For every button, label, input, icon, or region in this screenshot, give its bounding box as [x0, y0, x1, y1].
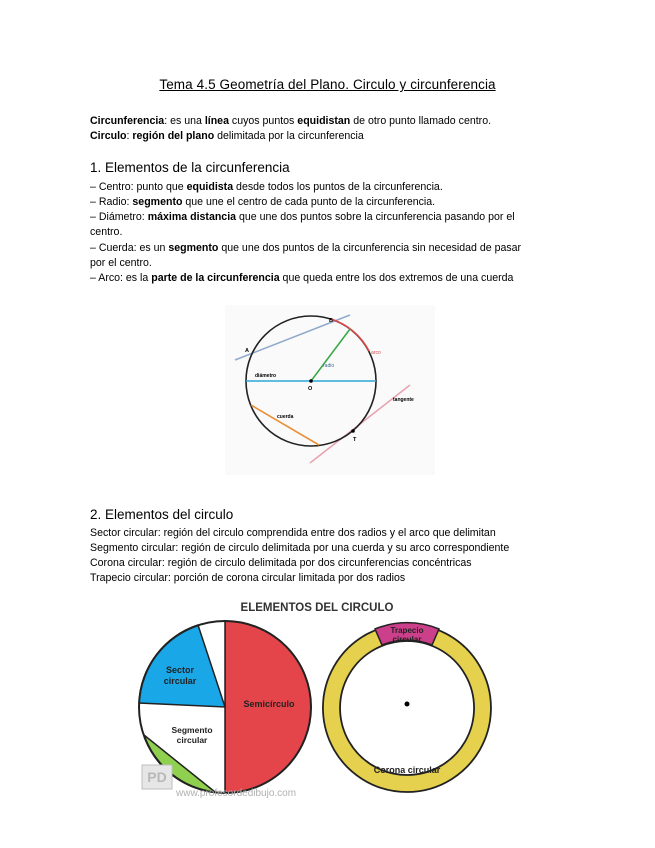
watermark-url: www.profesordedibujo.com: [176, 788, 297, 799]
tangent-point: [351, 429, 355, 433]
label-cuerda: cuerda: [277, 414, 294, 420]
center-dot: [405, 702, 410, 707]
list-item-diametro: – Diámetro: máxima distancia que une dos puntos sobre la circunferencia pasando por el: [90, 211, 515, 223]
section-heading-circulo: 2. Elementos del circulo: [90, 507, 234, 522]
page-title: Tema 4.5 Geometría del Plano. Circulo y circunferencia: [159, 77, 496, 92]
term-circulo: Circulo: [90, 130, 127, 142]
diagram-title: ELEMENTOS DEL CIRCULO: [240, 602, 394, 614]
list-item-radio: – Radio: segmento que une el centro de cada punto de la circunferencia.: [90, 196, 436, 208]
list-item-centro: – Centro: punto que equidista desde todos los puntos de la circunferencia.: [90, 181, 443, 193]
list-item-cuerda: – Cuerda: es un segmento que une dos puntos de la circunferencia sin necesidad de pasar: [90, 242, 522, 254]
list-item-arco: – Arco: es la parte de la circunferencia que queda entre los dos extremos de una cuerda: [90, 272, 514, 284]
right-circle: [323, 623, 491, 792]
label-trapecio-2: circular: [392, 635, 422, 644]
label-radio: radio: [323, 363, 335, 369]
list-item-diametro-cont: centro.: [90, 226, 123, 238]
label-b: B: [329, 318, 333, 324]
center-point: [309, 379, 313, 383]
circle-elements-diagram: [130, 595, 505, 805]
label-semicirculo: Semicírculo: [243, 699, 295, 709]
logo-mark: PD: [147, 769, 167, 785]
label-corona: Corona circular: [373, 765, 441, 775]
label-o: O: [308, 386, 313, 392]
list-item-segmento: Segmento circular: región de circulo delimitada por una cuerda y su arco correspondiente: [90, 542, 510, 554]
label-segmento-1: Segmento: [171, 725, 213, 735]
label-trapecio-1: Trapecio: [390, 626, 424, 635]
label-tangente: tangente: [393, 397, 414, 403]
section-heading-circunferencia: 1. Elementos de la circunferencia: [90, 160, 290, 175]
label-sector-2: circular: [163, 676, 197, 686]
label-sector-1: Sector: [165, 665, 195, 675]
term-circunferencia: Circunferencia: [90, 115, 165, 127]
circumference-diagram: [225, 305, 435, 475]
list-item-trapecio: Trapecio circular: porción de corona circular limitada por dos radios: [90, 572, 406, 584]
label-arco: arco: [371, 350, 381, 356]
list-item-cuerda-cont: por el centro.: [90, 257, 152, 269]
label-diametro: diámetro: [255, 373, 277, 379]
label-a: A: [245, 348, 249, 354]
list-item-sector: Sector circular: región del circulo comprendida entre dos radios y el arco que delimitan: [90, 527, 496, 539]
definition-circunferencia: Circunferencia: es una línea cuyos puntos equidistan de otro punto llamado centro.: [90, 115, 492, 127]
label-t: T: [353, 437, 357, 443]
list-item-corona: Corona circular: región de circulo delimitada por dos circunferencias concéntricas: [90, 557, 472, 569]
definition-circulo: Circulo: región del plano delimitada por la circunferencia: [90, 130, 364, 142]
label-segmento-2: circular: [176, 735, 208, 745]
